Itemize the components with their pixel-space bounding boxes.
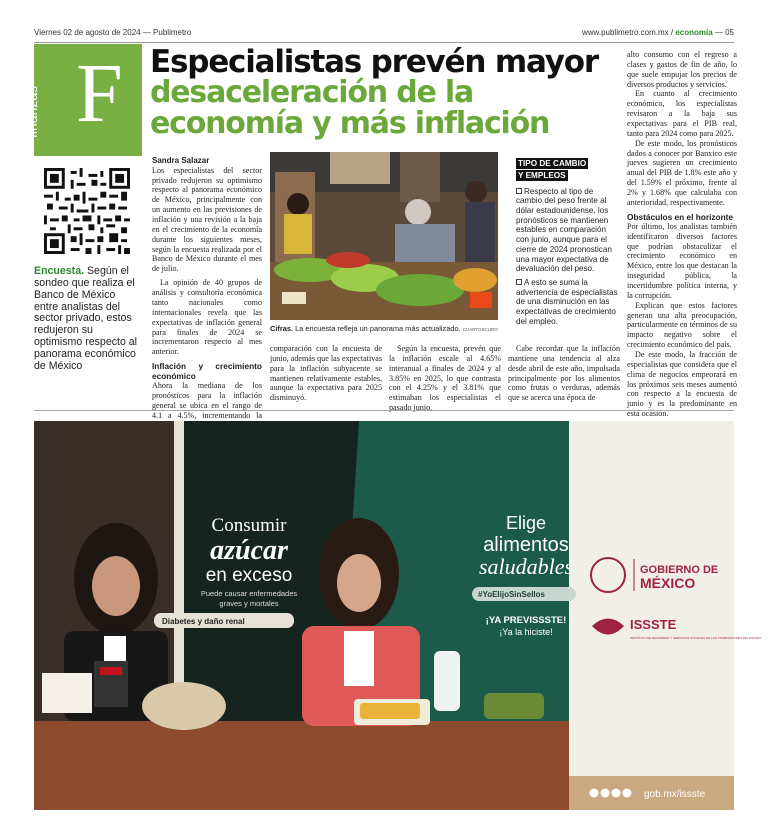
paragraph: Cabe recordar que la inflación mantiene una tendencia al alza desde abril de este año, impulsada principalmente por los alimentos como frutas o verduras, además que se acerca una época de: [508, 344, 620, 403]
article-column-4: [508, 344, 620, 403]
checkbox-bullet-icon: [516, 279, 522, 285]
svg-text:Consumir: Consumir: [211, 515, 287, 536]
advertisement[interactable]: [34, 421, 762, 810]
header-rule: [34, 42, 734, 43]
article-column-1: [152, 156, 262, 431]
svg-text:azúcar: azúcar: [210, 535, 288, 566]
paragraph: Ahora la mediana de los pronósticos para la inflación general se ubica en el rango de 4.1 a 4.5%, incrementando la: [152, 381, 262, 420]
paragraph: De este modo, la fracción de especialistas que considera que el clima de negocios empeorará en los próximos seis meses aumentó con respecto a la encuesta de junio y es la predominante en esta ocasión.: [627, 350, 737, 419]
paragraph: Según la encuesta, prevén que la inflación escale al 4.65% interanual a finales de 2024 y al 3.85% en 2025, lo que contrasta con el 4.25% y el 3.81% que estimaban los especialistas el pasado junio.: [389, 344, 501, 413]
article-column-2: [270, 344, 382, 403]
page-number: — 05: [712, 28, 734, 37]
promo-text: [34, 266, 142, 373]
svg-text:graves y mortales: graves y mortales: [219, 599, 279, 608]
ad-url: gob.mx/issste: [644, 789, 706, 800]
subheading: Obstáculos en el horizonte: [627, 211, 734, 222]
section-divider: [34, 410, 734, 411]
photo-caption: [270, 324, 498, 333]
paragraph: alto consumo con el regreso a clases y gastos de fin de año, lo que suele empujar los precios de diversos productos y servicios.: [627, 50, 737, 89]
subheading: Inflación y crecimiento económico: [152, 361, 262, 382]
box-item: A esto se suma la advertencia de especialistas de una disminución en las expectativas de crecimiento del empleo.: [516, 277, 618, 326]
promo-body: Según el sondeo que realiza el Banco de México entre analistas del sector privado, estos redujeron su optimismo respecto al panorama económico de México: [34, 265, 138, 372]
checkbox-bullet-icon: [516, 188, 522, 194]
article-column-5: [627, 50, 737, 419]
paragraph: En cuanto al crecimiento económico, los especialistas revisaron a la baja sus expectativas para el PIB real, tanto para 2024 como para 2025.: [627, 89, 737, 138]
article-column-3: [389, 344, 501, 413]
headline-line2: desaceleración de la economía y más inflación: [150, 75, 550, 141]
date-and-paper: Viernes 02 de agosto de 2024 — Publimetro: [34, 28, 192, 37]
paragraph: Por último, los analistas también identificaron diversos factores que podrían obstaculizar el crecimiento económico en México, entre los que destacan la inseguridad pública, la incertidumbre política interna, y la corrupción.: [627, 221, 737, 300]
svg-text:Puede causar enfermedades: Puede causar enfermedades: [200, 589, 298, 598]
svg-text:#YoElijoSinSellos: #YoElijoSinSellos: [478, 590, 545, 599]
svg-text:¡YA PREVISSSTE!: ¡YA PREVISSSTE!: [485, 615, 567, 626]
market-photo: [270, 152, 498, 320]
page-header: [34, 4, 734, 40]
paragraph: comparación con la encuesta de junio, además que las expectativas para la inflación subyacente se mantienen relativamente estables, aunque la expectativa para 2025 disminuyó.: [270, 344, 382, 403]
sidebar-box: [516, 158, 620, 326]
photo-credit: CUARTOSCURO: [462, 327, 498, 332]
caption-lead: Cifras.: [270, 324, 294, 333]
box-item: Respecto al tipo de cambio del peso frente al dólar estadounidense, los pronósticos se mantienen estables en comparación con junio, aunque para el cierre de 2024 pronostican una mayor expectativa de devaluación del peso.: [516, 186, 612, 274]
svg-text:MÉXICO: MÉXICO: [640, 575, 696, 591]
paragraph: Explican que estos factores generan una alta preocupación, particularmente en términos de su impacto negativo sobre el crecimiento económico del país.: [627, 300, 737, 350]
svg-text:ISSSTE: ISSSTE: [630, 617, 677, 632]
svg-text:GOBIERNO DE: GOBIERNO DE: [640, 564, 719, 576]
paragraph: La opinión de 40 grupos de análisis y consultoría económica tanto nacionales como internacionales revela que las expectativas de inflación general para finales de 2024 se incrementaron respecto al mes anterior.: [152, 278, 262, 357]
svg-text:INSTITUTO DE SEGURIDAD Y SERVI: INSTITUTO DE SEGURIDAD Y SERVICIOS SOCIALES DE LOS TRABAJADORES DEL ESTADO: [630, 636, 762, 640]
site-and-section: www.publimetro.com.mx / economía — 05: [581, 28, 734, 37]
paragraph: Los especialistas del sector privado redujeron su optimismo respecto al panorama económico de México, principalmente con un aumento en las previsiones de inflación y una revisión a la baja en el crecimiento de la economía durante los siguientes meses, según la encuesta realizada por el Banco de México durante el mes de julio.: [152, 165, 262, 274]
svg-text:alimentos: alimentos: [483, 534, 569, 556]
svg-text:¡Ya la hiciste!: ¡Ya la hiciste!: [499, 627, 553, 637]
section-label: economía: [675, 28, 713, 37]
svg-text:Elige: Elige: [505, 513, 547, 533]
paragraph: De este modo, los pronósticos dados a conocer por Banxico este jueves sugieren un crecimiento anual del PIB de 1.8% este año y del 1.59% el próximo, frente al 2% y 1.68% que calculaba con anterioridad, respectivamente.: [627, 138, 737, 207]
section-initial: F: [76, 47, 123, 140]
svg-text:saludables: saludables: [478, 554, 574, 579]
section-badge: [24, 44, 142, 156]
section-vertical-label: finanzas: [24, 85, 40, 138]
box-title: TIPO DE CAMBIO: [518, 159, 587, 168]
svg-text:Diabetes y daño renal: Diabetes y daño renal: [162, 617, 245, 626]
author: Sandra Salazar: [152, 156, 210, 165]
headline-line1: Especialistas prevén mayor: [150, 44, 598, 80]
svg-text:en exceso: en exceso: [205, 565, 293, 586]
qr-code[interactable]: [44, 168, 130, 254]
caption-text: La encuesta refleja un panorama más actualizado.: [293, 324, 461, 333]
promo-lead: Encuesta.: [34, 265, 85, 277]
box-title: Y EMPLEOS: [518, 171, 566, 181]
